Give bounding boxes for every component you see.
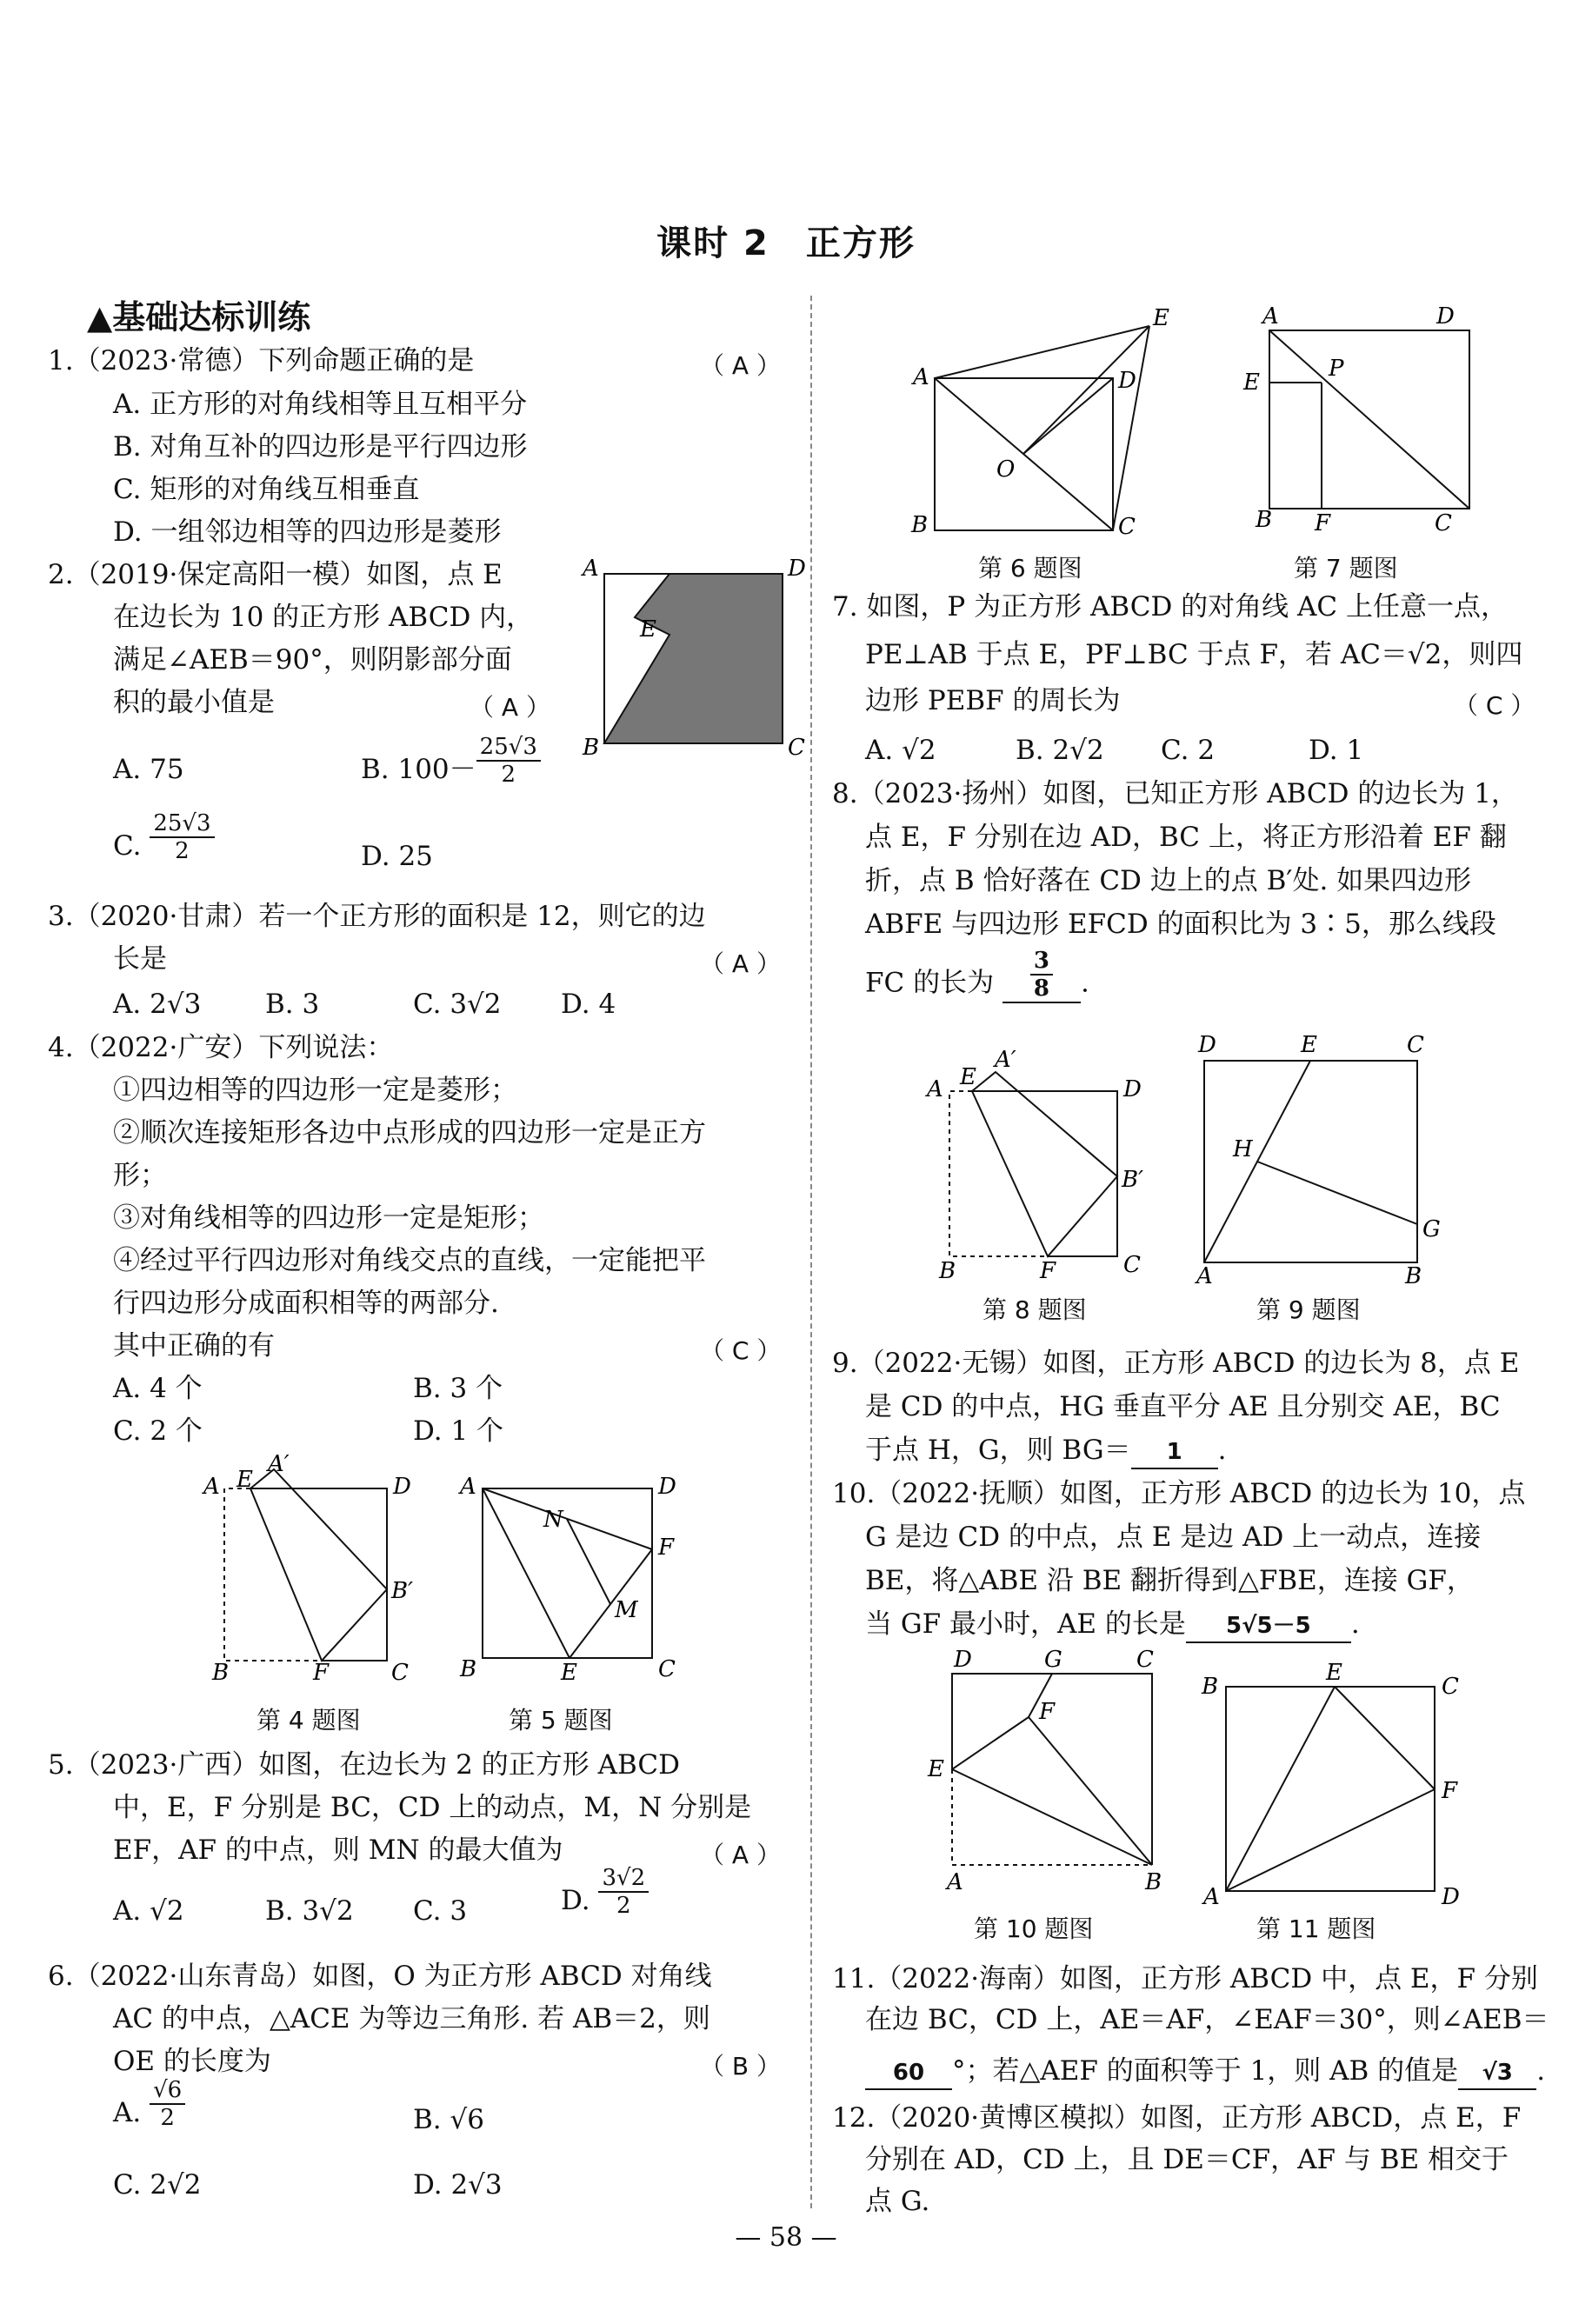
fig8-caption: 第 8 题图 bbox=[982, 1295, 1087, 1324]
q9-answer-prefix: 于点 H，G，则 BG＝ bbox=[865, 1435, 1131, 1466]
q2-option-c-fraction bbox=[150, 810, 214, 864]
fig11-figure bbox=[1191, 1660, 1469, 1910]
q5-line-2: 中，E，F 分别是 BC，CD 上的动点，M，N 分别是 bbox=[113, 1792, 752, 1823]
q4-line-3: ②顺次连接矩形各边中点形成的四边形一定是正方 bbox=[113, 1117, 706, 1149]
svg-text:P: P bbox=[1329, 356, 1344, 382]
svg-text:B: B bbox=[460, 1656, 477, 1682]
q4-line-7: 行四边形分成面积相等的两部分. bbox=[113, 1288, 499, 1319]
svg-text:F: F bbox=[1040, 1258, 1056, 1284]
svg-text:C: C bbox=[1435, 510, 1452, 536]
svg-text:B: B bbox=[1256, 507, 1273, 533]
q3-line-2: 长是 bbox=[113, 943, 167, 975]
svg-text:F: F bbox=[1442, 1778, 1458, 1804]
svg-text:G: G bbox=[1422, 1216, 1441, 1242]
q9-answer-blank: 1 bbox=[1131, 1436, 1218, 1469]
svg-text:D: D bbox=[1442, 1884, 1460, 1910]
q7-line-1: 7. 如图，P 为正方形 ABCD 的对角线 AC 上任意一点， bbox=[832, 591, 1508, 623]
svg-text:F: F bbox=[1039, 1699, 1056, 1725]
q2-figure bbox=[574, 556, 809, 765]
q2-option-c-denominator: 2 bbox=[175, 837, 190, 864]
q4-line-4: 形； bbox=[113, 1160, 167, 1191]
q2-option-a: A. 75 bbox=[113, 754, 184, 785]
q1-stem: 1.（2023·常德）下列命题正确的是 bbox=[48, 345, 475, 376]
svg-text:D: D bbox=[658, 1474, 676, 1500]
q1-answer: （ A ） bbox=[700, 351, 781, 380]
q5-option-b: B. 3√2 bbox=[265, 1895, 354, 1927]
q7-option-a: A. √2 bbox=[865, 735, 936, 766]
svg-text:A: A bbox=[203, 1474, 220, 1500]
q2-option-c bbox=[113, 809, 215, 864]
q8-answer-prefix: FC 的长为 bbox=[865, 967, 995, 999]
q8-answer-line bbox=[865, 948, 1089, 1003]
svg-text:E: E bbox=[1243, 370, 1260, 396]
svg-text:O: O bbox=[996, 456, 1016, 483]
q6-option-a-numerator: √6 bbox=[150, 2077, 185, 2105]
fig9-caption: 第 9 题图 bbox=[1256, 1295, 1361, 1324]
q4-option-a: A. 4 个 bbox=[113, 1373, 203, 1404]
q11-blank-angle: 60 bbox=[865, 2057, 952, 2090]
q5-option-d-denominator: 2 bbox=[616, 1892, 631, 1919]
q8-blank-numerator: 3 bbox=[1030, 948, 1053, 976]
svg-text:E: E bbox=[640, 616, 656, 643]
q9-line-2: 是 CD 的中点，HG 垂直平分 AE 且分别交 AE，BC bbox=[865, 1391, 1501, 1422]
q4-option-c: C. 2 个 bbox=[113, 1415, 203, 1447]
q1-option-b: B. 对角互补的四边形是平行四边形 bbox=[113, 431, 528, 463]
svg-text:C: C bbox=[1136, 1647, 1154, 1673]
q8-blank-denominator: 8 bbox=[1033, 976, 1049, 1002]
q2-option-c-prefix: C. bbox=[113, 830, 150, 862]
svg-text:A: A bbox=[1203, 1884, 1220, 1910]
q2-shaded-region bbox=[604, 574, 783, 743]
q3-option-d: D. 4 bbox=[561, 989, 616, 1020]
svg-text:C: C bbox=[1118, 514, 1136, 540]
svg-text:E: E bbox=[960, 1064, 976, 1090]
svg-text:A: A bbox=[947, 1869, 963, 1895]
q10-line-3: BE，将△ABE 沿 BE 翻折得到△FBE，连接 GF， bbox=[865, 1565, 1474, 1596]
q6-line-3: OE 的长度为 bbox=[113, 2046, 271, 2077]
q4-line-6: ④经过平行四边形对角线交点的直线，一定能把平 bbox=[113, 1245, 706, 1276]
fig4-figure bbox=[200, 1451, 430, 1687]
fig6-caption: 第 6 题图 bbox=[978, 554, 1082, 583]
q7-option-d: D. 1 bbox=[1309, 735, 1364, 766]
q2-option-d: D. 25 bbox=[361, 841, 433, 872]
q9-line-1: 9.（2022·无锡）如图，正方形 ABCD 的边长为 8，点 E bbox=[832, 1348, 1520, 1379]
q10-answer-suffix: . bbox=[1350, 1608, 1360, 1640]
q2-line-4: 积的最小值是 bbox=[113, 687, 275, 718]
fig6-figure bbox=[904, 304, 1169, 540]
q5-option-a: A. √2 bbox=[113, 1895, 184, 1927]
q10-answer-line bbox=[865, 1608, 1360, 1643]
fig11-caption: 第 11 题图 bbox=[1256, 1914, 1376, 1943]
fig10-caption: 第 10 题图 bbox=[974, 1914, 1094, 1943]
svg-text:B: B bbox=[1405, 1263, 1422, 1289]
q5-answer: （ A ） bbox=[700, 1841, 781, 1869]
q2-option-c-numerator: 25√3 bbox=[150, 810, 214, 838]
svg-text:E: E bbox=[561, 1660, 577, 1686]
q12-line-1: 12.（2020·黄博区模拟）如图，正方形 ABCD，点 E，F bbox=[832, 2102, 1522, 2134]
page-title: 课时 2 正方形 bbox=[656, 223, 916, 263]
svg-text:B: B bbox=[939, 1258, 956, 1284]
q3-option-b: B. 3 bbox=[265, 989, 320, 1020]
svg-text:F: F bbox=[313, 1660, 330, 1686]
q4-line-2: ①四边相等的四边形一定是菱形； bbox=[113, 1075, 517, 1106]
q11-line-2: 在边 BC，CD 上，AE＝AF，∠EAF＝30°，则∠AEB＝ bbox=[865, 2004, 1549, 2035]
q6-answer: （ B ） bbox=[700, 2052, 782, 2081]
svg-text:A: A bbox=[927, 1076, 943, 1102]
q8-answer-blank bbox=[1002, 948, 1081, 1003]
svg-text:M: M bbox=[615, 1597, 638, 1623]
fig7-caption: 第 7 题图 bbox=[1294, 554, 1398, 583]
q4-line-1: 4.（2022·广安）下列说法： bbox=[48, 1032, 394, 1063]
svg-text:C: C bbox=[658, 1656, 676, 1682]
q2-line-2: 在边长为 10 的正方形 ABCD 内， bbox=[113, 602, 534, 633]
svg-text:N: N bbox=[543, 1507, 563, 1533]
svg-text:B: B bbox=[212, 1660, 230, 1686]
q12-line-2: 分别在 AD，CD 上，且 DE＝CF，AF 与 BE 相交于 bbox=[865, 2144, 1509, 2175]
q4-answer: （ C ） bbox=[700, 1336, 782, 1365]
svg-text:E: E bbox=[928, 1756, 944, 1782]
svg-text:A: A bbox=[913, 364, 929, 390]
q3-option-c: C. 3√2 bbox=[413, 989, 502, 1020]
q1-option-d: D. 一组邻边相等的四边形是菱形 bbox=[113, 516, 502, 548]
svg-text:B′: B′ bbox=[391, 1578, 414, 1604]
q3-line-1: 3.（2020·甘肃）若一个正方形的面积是 12，则它的边 bbox=[48, 901, 706, 932]
q11-line-1: 11.（2022·海南）如图，正方形 ABCD 中，点 E，F 分别 bbox=[832, 1963, 1538, 1994]
fig9-figure bbox=[1182, 1017, 1452, 1287]
svg-text:C: C bbox=[1123, 1252, 1141, 1278]
svg-text:C: C bbox=[391, 1660, 409, 1686]
q8-line-3: 折，点 B 恰好落在 CD 边上的点 B′处. 如果四边形 bbox=[865, 865, 1472, 896]
fig8-figure bbox=[922, 1039, 1161, 1282]
svg-text:B′: B′ bbox=[1122, 1167, 1144, 1193]
section-heading: ▲基础达标训练 bbox=[87, 298, 311, 336]
q7-line-2: PE⊥AB 于点 E，PF⊥BC 于点 F，若 AC＝√2，则四 bbox=[865, 639, 1523, 670]
q5-option-d-prefix: D. bbox=[561, 1885, 599, 1916]
svg-text:C: C bbox=[1407, 1032, 1424, 1058]
q6-option-c: C. 2√2 bbox=[113, 2169, 202, 2201]
q2-option-b-fraction bbox=[476, 734, 541, 788]
q4-option-d: D. 1 个 bbox=[413, 1415, 504, 1447]
svg-text:A: A bbox=[460, 1474, 476, 1500]
svg-text:D: D bbox=[788, 556, 806, 582]
q3-answer: （ A ） bbox=[700, 949, 781, 978]
svg-text:D: D bbox=[954, 1647, 972, 1673]
svg-text:A: A bbox=[1262, 303, 1279, 330]
q5-option-d-fraction bbox=[598, 1865, 649, 1919]
q11-blank-ab: √3 bbox=[1458, 2057, 1536, 2090]
q2-option-b bbox=[361, 733, 541, 788]
q5-option-d bbox=[561, 1864, 649, 1919]
svg-text:D: D bbox=[1198, 1032, 1216, 1058]
svg-text:E: E bbox=[1301, 1032, 1317, 1058]
q2-option-b-prefix: B. 100－ bbox=[361, 754, 476, 785]
q10-answer-prefix: 当 GF 最小时，AE 的长是 bbox=[865, 1608, 1186, 1640]
q11-answer-suffix: . bbox=[1536, 2055, 1546, 2087]
svg-text:F: F bbox=[1315, 510, 1331, 536]
q4-option-b: B. 3 个 bbox=[413, 1373, 503, 1404]
q6-option-d: D. 2√3 bbox=[413, 2169, 503, 2201]
q6-option-a-fraction bbox=[150, 2077, 185, 2131]
q11-answer-middle: °；若△AEF 的面积等于 1，则 AB 的值是 bbox=[952, 2055, 1459, 2087]
svg-text:A: A bbox=[1196, 1263, 1213, 1289]
fig4-caption: 第 4 题图 bbox=[256, 1706, 361, 1735]
q5-line-3: EF，AF 的中点，则 MN 的最大值为 bbox=[113, 1835, 563, 1866]
q2-line-3: 满足∠AEB＝90°，则阴影部分面 bbox=[113, 644, 512, 676]
svg-text:A′: A′ bbox=[268, 1451, 290, 1477]
q6-option-a-prefix: A. bbox=[113, 2097, 150, 2128]
svg-text:B: B bbox=[583, 735, 600, 761]
svg-text:C: C bbox=[1442, 1674, 1459, 1700]
svg-text:E: E bbox=[1153, 305, 1169, 331]
fig10-figure bbox=[917, 1648, 1178, 1900]
q7-line-3: 边形 PEBF 的周长为 bbox=[865, 685, 1121, 716]
svg-text:G: G bbox=[1044, 1647, 1062, 1673]
q11-answer-line bbox=[865, 2055, 1545, 2090]
q1-option-a: A. 正方形的对角线相等且互相平分 bbox=[113, 389, 528, 420]
svg-text:D: D bbox=[1123, 1076, 1142, 1102]
q6-line-2: AC 的中点，△ACE 为等边三角形. 若 AB＝2，则 bbox=[113, 2003, 710, 2034]
q5-line-1: 5.（2023·广西）如图，在边长为 2 的正方形 ABCD bbox=[48, 1749, 680, 1781]
svg-text:A′: A′ bbox=[995, 1047, 1016, 1073]
q10-answer-blank: 5√5－5 bbox=[1186, 1610, 1351, 1643]
q5-option-c: C. 3 bbox=[413, 1895, 468, 1927]
svg-text:C: C bbox=[788, 735, 805, 761]
q8-answer-suffix: . bbox=[1080, 967, 1089, 999]
svg-text:B: B bbox=[1145, 1869, 1162, 1895]
q2-option-b-denominator: 2 bbox=[501, 761, 516, 788]
page-number: — 58 — bbox=[735, 2222, 837, 2253]
svg-text:H: H bbox=[1233, 1136, 1253, 1162]
q6-option-b: B. √6 bbox=[413, 2104, 484, 2135]
svg-text:D: D bbox=[393, 1474, 411, 1500]
q2-option-b-numerator: 25√3 bbox=[476, 734, 541, 762]
fig5-caption: 第 5 题图 bbox=[509, 1706, 613, 1735]
fig5-figure bbox=[456, 1469, 683, 1691]
q2-line-1: 2.（2019·保定高阳一模）如图，点 E bbox=[48, 559, 503, 590]
q8-line-1: 8.（2023·扬州）如图，已知正方形 ABCD 的边长为 1， bbox=[832, 778, 1518, 809]
q7-option-b: B. 2√2 bbox=[1016, 735, 1104, 766]
svg-text:B: B bbox=[1202, 1674, 1219, 1700]
q10-line-1: 10.（2022·抚顺）如图，正方形 ABCD 的边长为 10，点 bbox=[832, 1478, 1526, 1509]
column-divider bbox=[810, 296, 812, 2208]
svg-text:A: A bbox=[583, 556, 599, 582]
q4-line-5: ③对角线相等的四边形一定是矩形； bbox=[113, 1202, 544, 1234]
svg-text:E: E bbox=[1326, 1660, 1342, 1686]
svg-text:F: F bbox=[658, 1535, 675, 1561]
q3-option-a: A. 2√3 bbox=[113, 989, 202, 1020]
q1-option-c: C. 矩形的对角线互相垂直 bbox=[113, 474, 420, 505]
q4-line-8: 其中正确的有 bbox=[113, 1330, 275, 1362]
fig7-figure bbox=[1235, 296, 1495, 536]
q10-line-2: G 是边 CD 的中点，点 E 是边 AD 上一动点，连接 bbox=[865, 1522, 1482, 1553]
q8-line-2: 点 E，F 分别在边 AD，BC 上，将正方形沿着 EF 翻 bbox=[865, 822, 1507, 853]
q7-answer: （ C ） bbox=[1454, 691, 1535, 720]
q9-answer-suffix: . bbox=[1217, 1435, 1227, 1466]
svg-text:E: E bbox=[236, 1467, 253, 1493]
svg-text:D: D bbox=[1118, 368, 1136, 394]
q5-option-d-numerator: 3√2 bbox=[598, 1865, 649, 1893]
q6-option-a bbox=[113, 2076, 185, 2131]
q6-option-a-denominator: 2 bbox=[160, 2104, 175, 2131]
q8-line-4: ABFE 与四边形 EFCD 的面积比为 3∶5，那么线段 bbox=[865, 909, 1496, 940]
q6-line-1: 6.（2022·山东青岛）如图，O 为正方形 ABCD 对角线 bbox=[48, 1961, 712, 1992]
q7-option-c: C. 2 bbox=[1161, 735, 1216, 766]
q12-line-3: 点 G. bbox=[865, 2186, 930, 2217]
q9-answer-line bbox=[865, 1435, 1226, 1469]
svg-text:D: D bbox=[1436, 303, 1455, 330]
q2-answer: （ A ） bbox=[470, 693, 550, 722]
svg-text:B: B bbox=[911, 512, 929, 538]
